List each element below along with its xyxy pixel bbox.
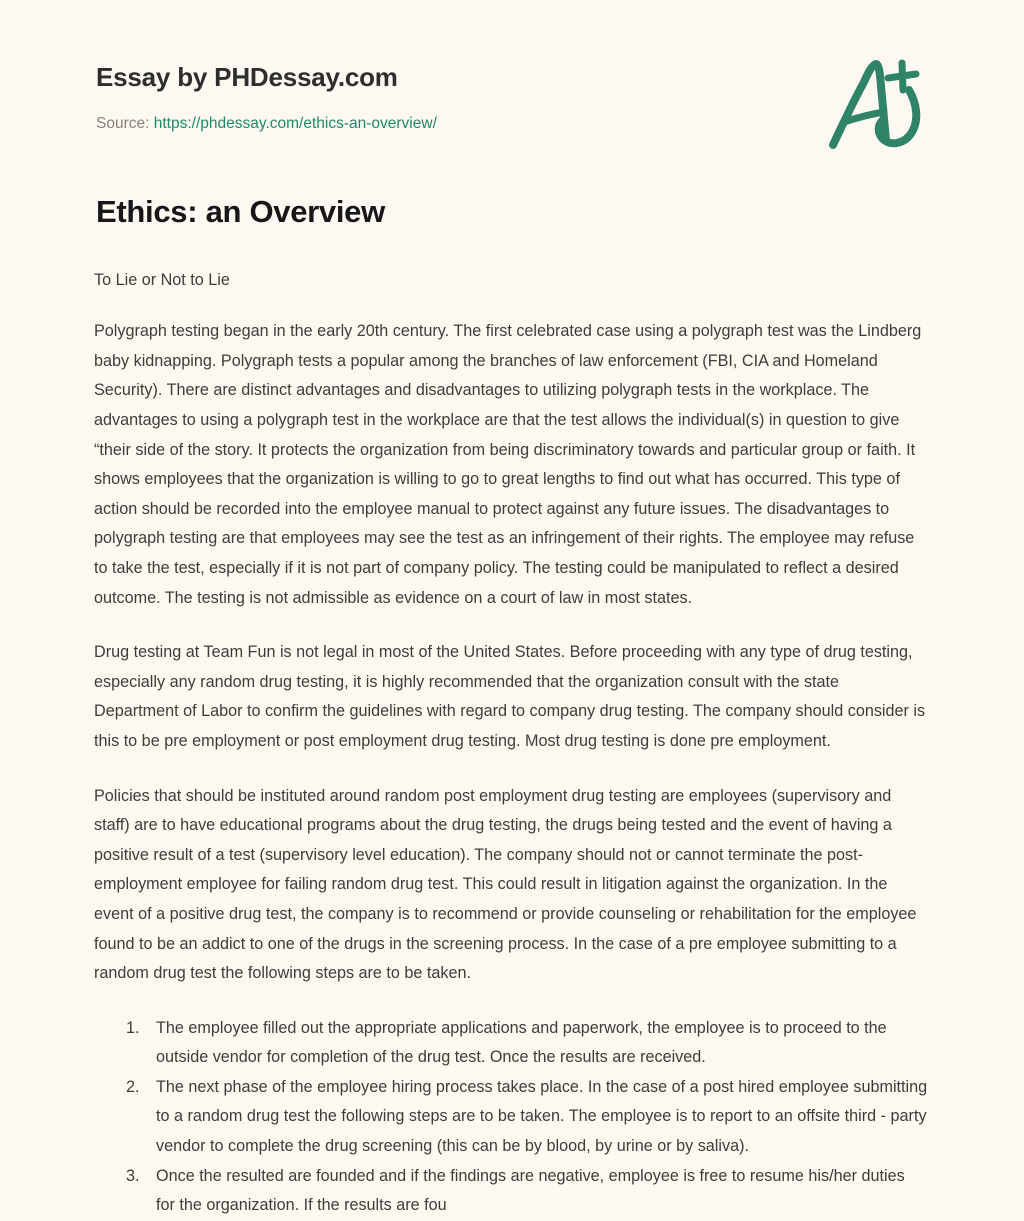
brand-title: Essay by PHDessay.com bbox=[96, 62, 398, 92]
document-header bbox=[0, 0, 1024, 135]
source-label: Source: bbox=[96, 115, 150, 133]
list-item: 2. The next phase of the employee hiring process takes place. In the case of a post hired employee submitting to a random drug test the following steps are to be taken. The employee is to report to an offsite third - party vendor to complete the drug screening (this can be by blood, by urine or by saliva). bbox=[144, 1073, 928, 1162]
subtitle-line: To Lie or Not to Lie bbox=[94, 270, 230, 289]
source-url-link[interactable]: https://phdessay.com/ethics-an-overview/ bbox=[153, 115, 437, 133]
list-item: 1. The employee filled out the appropriate applications and paperwork, the employee is to proceed to the outside vendor for completion of the drug test. Once the results are received. bbox=[144, 1014, 928, 1073]
paragraph: Polygraph testing began in the early 20th century. The first celebrated case using a polygraph test was the Lindberg baby kidnapping. Polygraph tests a popular among the branches of law enforcement (FBI, CIA and Homeland Security). There are distinct advantages and disadvantages to utilizing polygraph tests in the workplace. The advantages to using a polygraph test in the workplace are that the test allows the individual(s) in question to give “their side of the story. It protects the organization from being discriminatory towards and particular group or faith. It shows employees that the organization is willing to go to great lengths to find out what has occurred. This type of action should be recorded into the employee manual to protect against any future issues. The disadvantages to polygraph testing are that employees may see the test as an infringement of their rights. The employee may refuse to take the test, especially if it is not part of company policy. The testing could be manipulated to reflect a desired outcome. The testing is not admissible as evidence on a court of law in most states. bbox=[94, 322, 922, 607]
a-plus-logo-icon bbox=[820, 52, 940, 162]
steps-list bbox=[94, 1014, 928, 1221]
paragraph: Policies that should be instituted around random post employment drug testing are employees (supervisory and staff) are to have educational programs about the drug testing, the drugs being tested and the event of having a positive result of a test (supervisory level education). The company should not or cannot terminate the post-employment employee for failing random drug test. This could result in litigation against the organization. In the event of a positive drug test, the company is to recommend or provide counseling or rehabilitation for the employee found to be an addict to one of the drugs in the screening process. In the case of a pre employee submitting to a random drug test the following steps are to be taken. bbox=[94, 786, 917, 983]
list-item: 3. Once the resulted are founded and if the findings are negative, employee is free to resume his/her duties for the organization. If the results are fou bbox=[144, 1162, 928, 1221]
document-body bbox=[0, 232, 1024, 1221]
paragraph: Drug testing at Team Fun is not legal in most of the United States. Before proceeding with any type of drug testing, especially any random drug testing, it is highly recommended that the organization consult with the state Department of Labor to confirm the guidelines with regard to company drug testing. The company should consider is this to be pre employment or post employment drug testing. Most drug testing is done pre employment. bbox=[94, 643, 926, 750]
source-line bbox=[96, 113, 928, 135]
page-title: Ethics: an Overview bbox=[96, 193, 385, 229]
